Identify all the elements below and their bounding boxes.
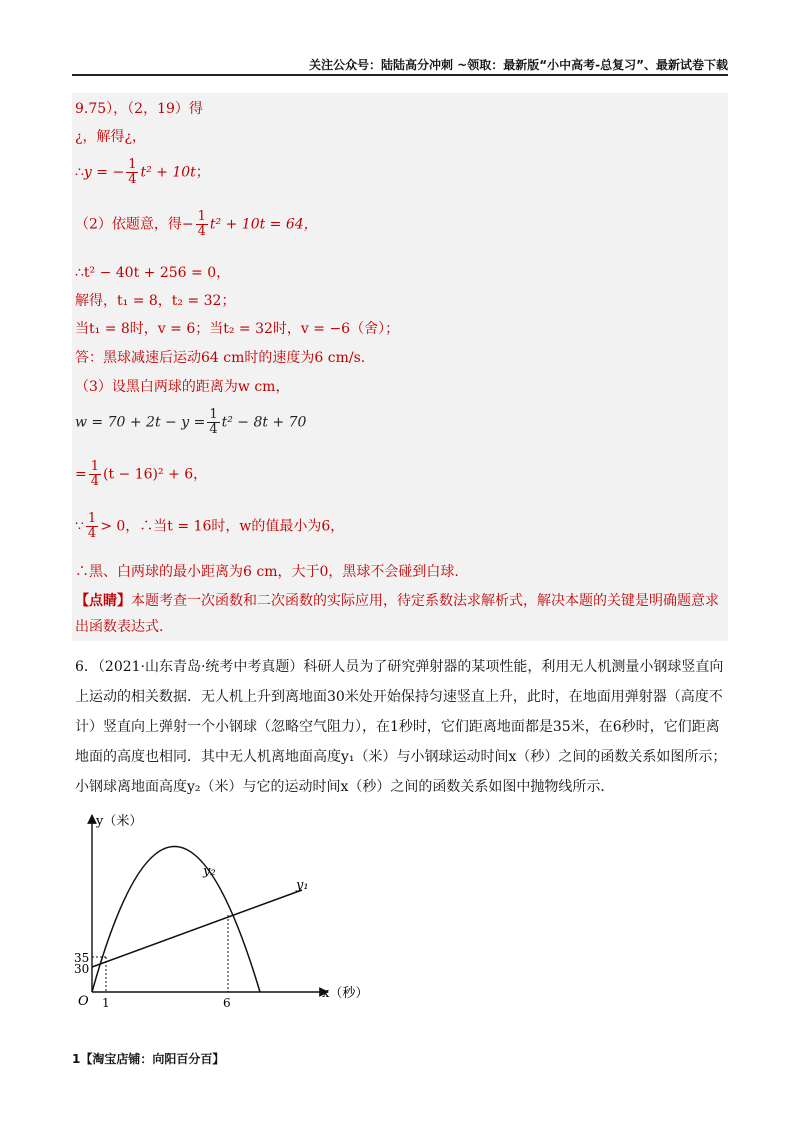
solution-line-13: ∴黑、白两球的最小距离为6 cm，大于0，黑球不会碰到白球.: [75, 564, 459, 580]
tick-1-label: 1: [102, 996, 110, 1010]
solution-line-3: ∴y = − $\frac{1}{4}$ t² + 10t；: [75, 157, 210, 187]
solution-line-5: ∴t² − 40t + 256 = 0，: [75, 265, 231, 281]
tip-label: 【点睛】: [75, 593, 131, 609]
solution-line-4: （2）依题意，得− $\frac{1}{4}$ t² + 10t = 64，: [75, 209, 318, 239]
page-header: 关注公众号：陆陆高分冲刺 ~领取：最新版“小中高考-总复习”、最新试卷下载: [72, 56, 728, 76]
solution-line-2: ¿，解得¿，: [75, 129, 147, 145]
solution-line-7: 当t₁ = 8时，v = 6；当t₂ = 32时，v = −6（舍）；: [75, 321, 400, 337]
tip-text: 本题考查一次函数和二次函数的实际应用，待定系数法求解析式，解决本题的关键是明确题意求出函数表达式.: [75, 593, 719, 635]
origin-label: O: [78, 994, 89, 1009]
x-axis-label: x（秒）: [322, 986, 369, 1001]
solution-line-10: w = 70 + 2t − y = $\frac{1}{4}$ t² − 8t + 70: [75, 407, 307, 437]
y2-parabola: [92, 847, 260, 993]
solution-line-1: 9.75），（2，19）得: [75, 101, 203, 117]
tip-paragraph: [75, 588, 725, 640]
page-footer: 1【淘宝店铺：向阳百分百】: [72, 1052, 225, 1066]
function-graph: [70, 805, 370, 1020]
solution-line-6: 解得，t₁ = 8，t₂ = 32；: [75, 293, 236, 309]
solution-line-8: 答：黑球减速后运动64 cm时的速度为6 cm/s.: [75, 350, 366, 366]
tick-35-label: 35: [74, 951, 90, 965]
y-axis-label: y（米）: [96, 814, 143, 829]
solution-line-11: = $\frac{1}{4}$ (t − 16)² + 6，: [75, 459, 208, 489]
solution-line-12: ∵ $\frac{1}{4}$ > 0，∴当t = 16时，w的值最小为6，: [75, 511, 345, 541]
y1-line-label: y₁: [296, 878, 309, 893]
tick-30-label: 30: [74, 962, 90, 976]
solution-line-9: （3）设黑白两球的距离为w cm，: [75, 379, 290, 395]
problem-6-text: 6．（2021·山东青岛·统考中考真题）科研人员为了研究弹射器的某项性能，利用无人机测量小钢球竖直向上运动的相关数据．无人机上升到离地面30米处开始保持匀速竖直上升，此时，在地面用弹射器（高度不计）竖直向上弹射一个小钢球（忽略空气阻力），在1秒时，它们距离地面都是35米，在6秒时，它们距离地面的高度也相同．其中无人机离地面高度y₁（米）与小钢球运动时间x（秒）之间的函数关系如图所示；小钢球离地面高度y₂（米）与它的运动时间x（秒）之间的函数关系如图中抛物线所示．: [75, 659, 727, 795]
y2-curve-label: y₂: [203, 864, 216, 879]
tick-6-label: 6: [223, 996, 231, 1010]
